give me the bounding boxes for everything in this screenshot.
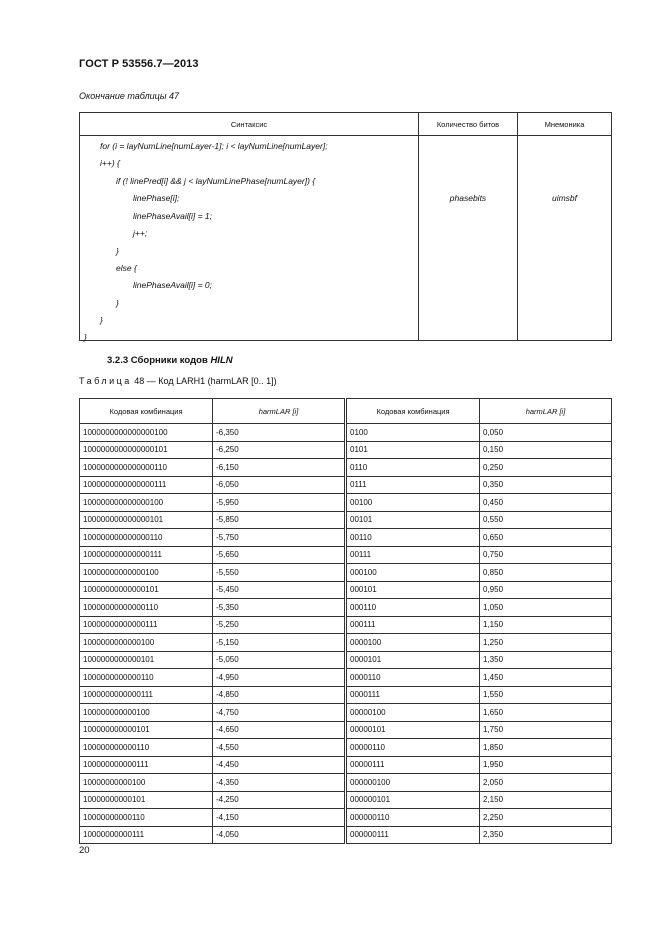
code-cell: 000000100 — [346, 774, 480, 792]
code-cell: 0000110 — [346, 669, 480, 687]
table-row — [80, 599, 612, 617]
table-row — [80, 546, 612, 564]
harmlar-cell: 2,350 — [480, 826, 612, 844]
table-row — [80, 616, 612, 634]
table-row — [80, 704, 612, 722]
harmlar-cell: 0,550 — [480, 511, 612, 529]
harmlar-cell: 1,850 — [480, 739, 612, 757]
table-row — [80, 634, 612, 652]
harmlar-cell: -4,750 — [213, 704, 346, 722]
code-cell: 0000101 — [346, 651, 480, 669]
table-row — [80, 669, 612, 687]
harmlar-cell: -4,150 — [213, 809, 346, 827]
harmlar-cell: 0,250 — [480, 459, 612, 477]
harmlar-cell: 1,450 — [480, 669, 612, 687]
harmlar-cell: 1,050 — [480, 599, 612, 617]
harmlar-cell: -6,150 — [213, 459, 346, 477]
code-cell: 10000000000000110 — [80, 599, 213, 617]
code-cell: 100000000000101 — [80, 721, 213, 739]
harmlar-cell: 2,150 — [480, 791, 612, 809]
code-cell: 00000110 — [346, 739, 480, 757]
code-line: if (! linePred[i] && j < layNumLinePhase[numLayer]) { — [116, 176, 316, 186]
code-cell: 000110 — [346, 599, 480, 617]
harmlar-cell: -5,050 — [213, 651, 346, 669]
code-cell: 00000111 — [346, 756, 480, 774]
table-row — [80, 459, 612, 477]
code-cell: 0110 — [346, 459, 480, 477]
table-row — [80, 791, 612, 809]
code-line: linePhase[i]; — [133, 193, 180, 203]
column-header-syntax: Синтаксис — [80, 113, 419, 136]
code-cell: 1000000000000101 — [80, 651, 213, 669]
code-cell: 000101 — [346, 581, 480, 599]
harmlar-cell: 1,750 — [480, 721, 612, 739]
code-line: } — [84, 332, 87, 342]
harmlar-cell: 1,650 — [480, 704, 612, 722]
harmlar-cell: 2,250 — [480, 809, 612, 827]
code-cell: 1000000000000000101 — [80, 441, 213, 459]
harmlar-cell: 1,350 — [480, 651, 612, 669]
table-row — [80, 686, 612, 704]
harmlar-cell: -4,850 — [213, 686, 346, 704]
code-line: j++; — [133, 228, 148, 238]
code-cell: 1000000000000000110 — [80, 459, 213, 477]
code-line: } — [116, 298, 119, 308]
table-row — [80, 529, 612, 547]
harmlar-cell: 2,050 — [480, 774, 612, 792]
harmlar-cell: -4,250 — [213, 791, 346, 809]
table-47 — [79, 112, 612, 341]
harmlar-cell: 1,150 — [480, 616, 612, 634]
table-48-header-row — [80, 399, 612, 424]
code-cell: 00101 — [346, 511, 480, 529]
harmlar-cell: 0,150 — [480, 441, 612, 459]
column-header-harmlar-1: harmLAR [i] — [213, 399, 346, 424]
table-row — [80, 826, 612, 844]
table-row — [80, 564, 612, 582]
syntax-code-cell — [80, 136, 419, 341]
harmlar-cell: -4,550 — [213, 739, 346, 757]
code-cell: 000000101 — [346, 791, 480, 809]
table-row — [80, 581, 612, 599]
harmlar-cell: -4,350 — [213, 774, 346, 792]
harmlar-cell: -6,250 — [213, 441, 346, 459]
harmlar-cell: -5,550 — [213, 564, 346, 582]
table-row — [80, 476, 612, 494]
column-header-code-2: Кодовая комбинация — [346, 399, 480, 424]
table-row — [80, 441, 612, 459]
code-cell: 1000000000000000100 — [80, 424, 213, 442]
table-row — [80, 809, 612, 827]
table-row — [80, 774, 612, 792]
code-cell: 000100 — [346, 564, 480, 582]
document-header: ГОСТ Р 53556.7—2013 — [79, 58, 199, 70]
code-cell: 000000110 — [346, 809, 480, 827]
table-48-caption-label: Таблица — [79, 376, 132, 386]
code-cell: 10000000000000111 — [80, 616, 213, 634]
harmlar-cell: -4,050 — [213, 826, 346, 844]
code-cell: 10000000000000100 — [80, 564, 213, 582]
harmlar-cell: -5,750 — [213, 529, 346, 547]
harmlar-cell: -4,650 — [213, 721, 346, 739]
harmlar-cell: -5,850 — [213, 511, 346, 529]
table-row — [80, 424, 612, 442]
table-48-body — [80, 424, 612, 844]
code-line: for (i = layNumLine[numLayer-1]; i < layNumLine[numLayer]; — [100, 141, 328, 151]
code-cell: 1000000000000000111 — [80, 476, 213, 494]
harmlar-cell: 1,250 — [480, 634, 612, 652]
column-header-code-1: Кодовая комбинация — [80, 399, 213, 424]
harmlar-cell: 0,350 — [480, 476, 612, 494]
code-cell: 100000000000000101 — [80, 511, 213, 529]
table-row — [80, 721, 612, 739]
page-number: 20 — [79, 845, 90, 856]
code-cell: 1000000000000100 — [80, 634, 213, 652]
code-cell: 10000000000110 — [80, 809, 213, 827]
code-cell: 100000000000111 — [80, 756, 213, 774]
harmlar-cell: -5,250 — [213, 616, 346, 634]
harmlar-cell: -6,050 — [213, 476, 346, 494]
harmlar-cell: 0,050 — [480, 424, 612, 442]
code-cell: 000000111 — [346, 826, 480, 844]
table-row — [80, 739, 612, 757]
table-47-header-row — [80, 113, 612, 136]
table-47-body-row — [80, 136, 612, 341]
section-title-italic: HILN — [210, 355, 233, 366]
code-line: } — [100, 315, 103, 325]
column-header-mnemonic: Мнемоника — [518, 113, 612, 136]
code-line: linePhaseAvail[i] = 0; — [133, 280, 212, 290]
table-row — [80, 756, 612, 774]
code-cell: 100000000000110 — [80, 739, 213, 757]
table-48-caption-text: 48 — Код LARH1 (harmLAR [0.. 1]) — [131, 376, 277, 386]
table-48 — [79, 398, 612, 844]
harmlar-cell: 1,550 — [480, 686, 612, 704]
code-cell: 00100 — [346, 494, 480, 512]
code-line: i++) { — [100, 158, 120, 168]
code-cell: 0000100 — [346, 634, 480, 652]
bits-cell: phasebits — [419, 136, 518, 341]
harmlar-cell: -5,350 — [213, 599, 346, 617]
harmlar-cell: 0,950 — [480, 581, 612, 599]
harmlar-cell: -4,950 — [213, 669, 346, 687]
column-header-bits: Количество битов — [419, 113, 518, 136]
code-cell: 0101 — [346, 441, 480, 459]
code-cell: 1000000000000111 — [80, 686, 213, 704]
code-cell: 100000000000100 — [80, 704, 213, 722]
harmlar-cell: -5,450 — [213, 581, 346, 599]
harmlar-cell: -5,950 — [213, 494, 346, 512]
code-cell: 10000000000100 — [80, 774, 213, 792]
code-cell: 1000000000000110 — [80, 669, 213, 687]
code-cell: 00111 — [346, 546, 480, 564]
code-cell: 00110 — [346, 529, 480, 547]
harmlar-cell: 0,750 — [480, 546, 612, 564]
table-row — [80, 494, 612, 512]
code-cell: 100000000000000110 — [80, 529, 213, 547]
mnemonic-cell: uimsbf — [518, 136, 612, 341]
harmlar-cell: -5,650 — [213, 546, 346, 564]
code-cell: 10000000000101 — [80, 791, 213, 809]
table-48-caption — [79, 376, 277, 386]
code-cell: 00000101 — [346, 721, 480, 739]
column-header-harmlar-2: harmLAR [i] — [480, 399, 612, 424]
code-cell: 000111 — [346, 616, 480, 634]
harmlar-cell: -6,350 — [213, 424, 346, 442]
harmlar-cell: 0,450 — [480, 494, 612, 512]
table-47-continuation-caption: Окончание таблицы 47 — [79, 91, 179, 101]
harmlar-cell: 0,850 — [480, 564, 612, 582]
code-line: linePhaseAvail[i] = 1; — [133, 211, 212, 221]
section-heading — [107, 355, 233, 366]
code-line: } — [116, 246, 119, 256]
harmlar-cell: 1,950 — [480, 756, 612, 774]
code-cell: 100000000000000100 — [80, 494, 213, 512]
code-cell: 0111 — [346, 476, 480, 494]
section-number: 3.2.3 — [107, 355, 129, 366]
code-cell: 100000000000000111 — [80, 546, 213, 564]
harmlar-cell: -5,150 — [213, 634, 346, 652]
table-row — [80, 651, 612, 669]
code-cell: 10000000000111 — [80, 826, 213, 844]
section-title: Сборники кодов — [130, 355, 208, 366]
code-cell: 10000000000000101 — [80, 581, 213, 599]
code-line: else { — [116, 263, 137, 273]
harmlar-cell: -4,450 — [213, 756, 346, 774]
code-cell: 0000111 — [346, 686, 480, 704]
code-cell: 00000100 — [346, 704, 480, 722]
harmlar-cell: 0,650 — [480, 529, 612, 547]
code-cell: 0100 — [346, 424, 480, 442]
table-row — [80, 511, 612, 529]
